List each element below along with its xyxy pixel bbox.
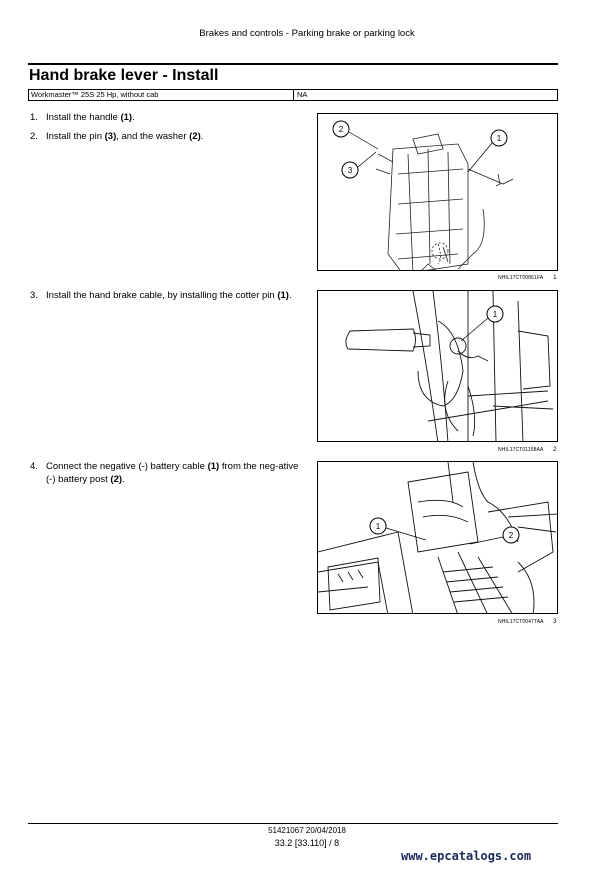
figure-1-illustration [318,114,558,271]
figure-3-number: 3 [553,618,557,625]
step-text: Install the handle (1). [46,112,135,123]
part-reference: (2) [110,473,123,485]
callout-label: 3 [347,166,353,175]
title-rule [28,63,558,65]
watermark-logo: www.epcatalogs.com [401,849,532,863]
part-reference: (1) [120,112,133,123]
footer-page-number: 33.2 [33.110] / 8 [274,838,340,848]
step-text: Connect the negative (-) battery cable (1) from the neg-ative (-) battery post (2). [46,461,299,485]
footer-doc-id: 51421067 20/04/2018 [268,826,346,835]
part-reference: (1) [207,461,220,472]
step-text: Install the hand brake cable, by installing the cotter pin (1). [46,290,292,301]
figure-3-code: NHIL17CT0047TAA [498,619,544,625]
section-title: Hand brake lever - Install [29,67,219,84]
applicability-market: NA [297,90,308,99]
applicability-model: Workmaster™ 25S 25 Hp, without cab [31,90,159,99]
step-number: 4. [30,461,38,472]
figure-2-number: 2 [553,446,557,453]
figure-2 [317,290,558,442]
callout-label: 1 [496,134,502,143]
figure-1-number: 1 [553,274,557,281]
step-text: Install the pin (3), and the washer (2). [46,131,204,142]
figure-1 [317,113,558,271]
step-number: 2. [30,131,38,142]
figure-2-illustration [318,291,558,442]
part-reference: (2) [189,131,201,142]
callout-label: 1 [375,522,381,531]
callout-label: 2 [508,531,514,540]
part-reference: (3) [104,131,117,142]
running-header: Brakes and controls - Parking brake or parking lock [199,28,415,39]
part-reference: (1) [277,290,289,301]
step-number: 1. [30,112,38,123]
figure-3 [317,461,558,614]
figure-3-illustration [318,462,558,614]
figure-1-code: NHIL17CT00861FA [498,275,544,281]
step-number: 3. [30,290,38,301]
applicability-table [28,89,558,101]
applicability-divider [293,90,294,100]
figure-2-code: NHIL17CT01158AA [498,447,544,453]
callout-label: 2 [338,125,344,134]
footer-rule [28,823,558,824]
callout-label: 1 [492,310,498,319]
